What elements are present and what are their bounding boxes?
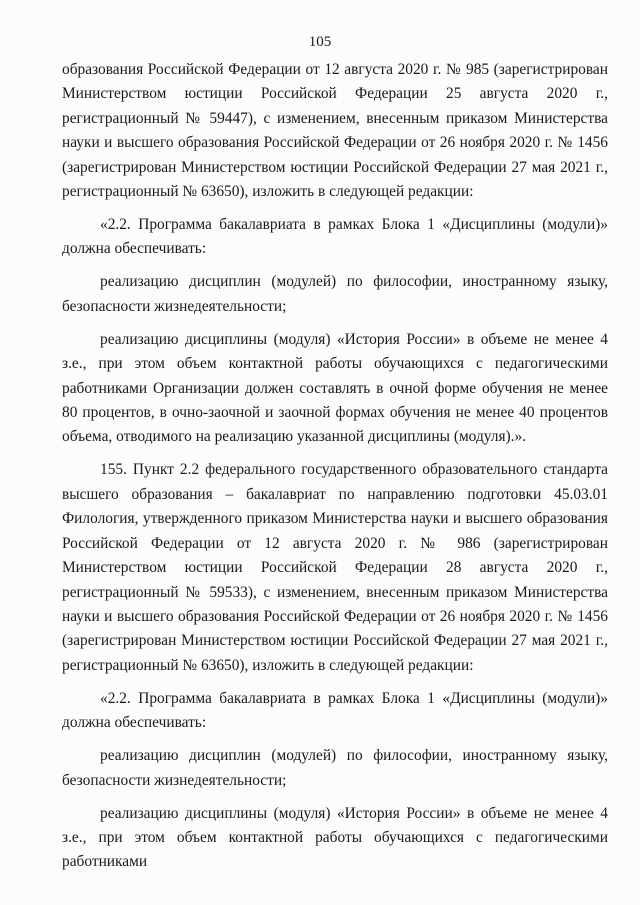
paragraph-history: реализацию дисциплины (модуля) «История России» в объеме не менее 4 з.е., при этом объем контактной работы обучающихся с педагогическими работниками Организации должен составлять в очной форме обучения не менее 80 процентов, в очно-заочной и заочной формах обучения не менее 40 процентов объема, отводимого на реализацию указанной дисциплины (модуля).». — [62, 330, 608, 446]
paragraph-quote-2-2: «2.2. Программа бакалавриата в рамках Блока 1 «Дисциплины (модули)» должна обеспечивать: — [62, 689, 608, 732]
body-text — [62, 58, 608, 875]
paragraph-disciplines: реализацию дисциплин (модулей) по философии, иностранному языку, безопасности жизнедеятельности; — [62, 273, 608, 315]
paragraph-item-155: 155. Пункт 2.2 федерального государственного образовательного стандарта высшего образования – бакалавриат по направлению подготовки 45.03.01 Филология, утвержденного приказом Министерства науки и высшего образования Российской Федерации от 12 августа 2020 г. № 986 (зарегистрирован Министерством юстиции Российской Федерации 28 августа 2020 г., регистрационный № 59533), с изменением, внесенным приказом Министерства науки и высшего образования Российской Федерации от 26 ноября 2020 г. № 1456 (зарегистрирован Министерством юстиции Российской Федерации 27 мая 2021 г., регистрационный № 63650), изложить в следующей редакции: — [62, 461, 608, 674]
paragraph-disciplines: реализацию дисциплин (модулей) по философии, иностранному языку, безопасности жизнедеятельности; — [62, 747, 608, 789]
paragraph-continuation: образования Российской Федерации от 12 августа 2020 г. № 985 (зарегистрирован Министерством юстиции Российской Федерации 25 августа 2020 г., регистрационный № 59447), с изменением, внесенным приказом Министерства науки и высшего образования Российской Федерации от 26 ноября 2020 г. № 1456 (зарегистрирован Министерством юстиции Российской Федерации 27 мая 2021 г., регистрационный № 63650), изложить в следующей редакции: — [62, 61, 608, 201]
paragraph-history: реализацию дисциплины (модуля) «История России» в объеме не менее 4 з.е., при этом объем контактной работы обучающихся с педагогическими работниками — [62, 804, 608, 871]
page-number: 105 — [308, 34, 332, 50]
paragraph-quote-2-2: «2.2. Программа бакалавриата в рамках Блока 1 «Дисциплины (модули)» должна обеспечивать: — [62, 216, 608, 258]
